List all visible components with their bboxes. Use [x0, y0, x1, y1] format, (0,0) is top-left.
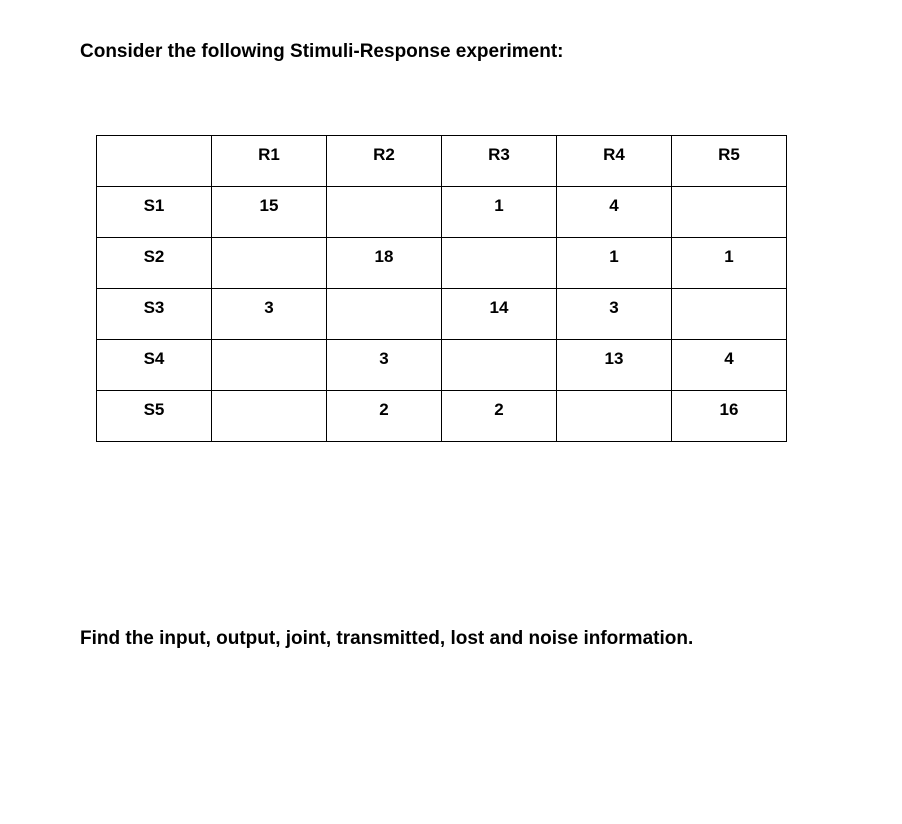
- header-row: [97, 136, 787, 187]
- table-row: [97, 391, 787, 442]
- row-header: S2: [97, 238, 212, 289]
- table-cell: 13: [557, 340, 672, 391]
- row-header: S5: [97, 391, 212, 442]
- table-cell: 1: [672, 238, 787, 289]
- table-row: [97, 187, 787, 238]
- table-cell: [327, 289, 442, 340]
- table-cell: [442, 238, 557, 289]
- column-header: R2: [327, 136, 442, 187]
- table-row: [97, 238, 787, 289]
- table-cell: [672, 187, 787, 238]
- table-cell: 16: [672, 391, 787, 442]
- stimuli-response-table: [96, 135, 787, 442]
- intro-text: Consider the following Stimuli-Response experiment:: [80, 41, 564, 62]
- column-header: R1: [212, 136, 327, 187]
- row-header: S4: [97, 340, 212, 391]
- corner-cell: [97, 136, 212, 187]
- column-header: R4: [557, 136, 672, 187]
- table-cell: 18: [327, 238, 442, 289]
- column-header: R3: [442, 136, 557, 187]
- table-cell: 1: [557, 238, 672, 289]
- table-row: [97, 289, 787, 340]
- table-row: [97, 340, 787, 391]
- table-cell: 2: [327, 391, 442, 442]
- table-cell: [672, 289, 787, 340]
- table-cell: [442, 340, 557, 391]
- table-cell: 4: [672, 340, 787, 391]
- question-text: Find the input, output, joint, transmitted, lost and noise information.: [80, 628, 694, 649]
- column-header: R5: [672, 136, 787, 187]
- table-cell: 4: [557, 187, 672, 238]
- table-cell: [212, 340, 327, 391]
- row-header: S3: [97, 289, 212, 340]
- table-cell: [557, 391, 672, 442]
- table-cell: 3: [212, 289, 327, 340]
- table-cell: 3: [327, 340, 442, 391]
- table-cell: 3: [557, 289, 672, 340]
- table-cell: 15: [212, 187, 327, 238]
- table-cell: 2: [442, 391, 557, 442]
- row-header: S1: [97, 187, 212, 238]
- table-cell: [327, 187, 442, 238]
- table-cell: [212, 238, 327, 289]
- table-cell: 14: [442, 289, 557, 340]
- table-cell: [212, 391, 327, 442]
- table-cell: 1: [442, 187, 557, 238]
